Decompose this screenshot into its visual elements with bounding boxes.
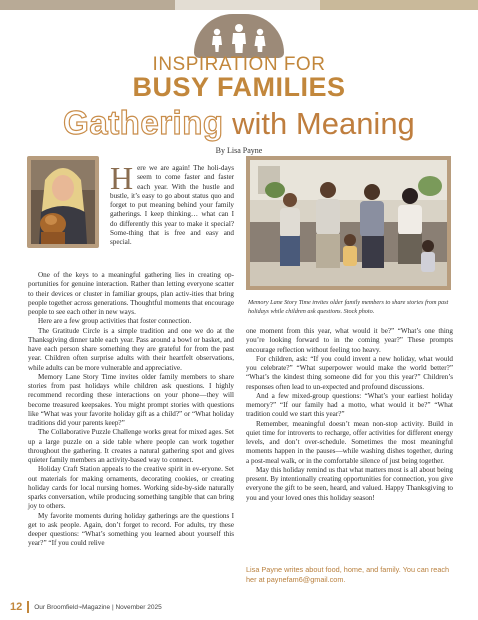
article-paragraph-1-text: ere we are again! The holi-days seem to come faster and faster each year. With the hustle and bustle, it’s easy to go about status quo and forget to put meaning behind your family gatherings. I keep thinking… what can I do differently this year to make it special? Some-thing that is free and easy and special. xyxy=(110,164,234,246)
article-paragraph-6: The Collaborative Puzzle Challenge works great for mixed ages. Set up a large puzzle on a side table where people can work together throughout the gathering. It creates a natural gathering spot and gives quieter family members an activity-based way to connect. xyxy=(28,428,234,464)
series-title-line1: INSPIRATION FOR xyxy=(152,54,326,75)
footer-publication: Our Broomfield xyxy=(34,603,78,611)
page-number: 12 xyxy=(10,601,23,613)
footer-divider-bar xyxy=(27,601,29,613)
author-note: Lisa Payne writes about food, home, and family. You can reach her at paynefam6@gmail.com. xyxy=(246,565,450,584)
author-photo-illustration xyxy=(31,160,95,244)
article-paragraph-11: And a few mixed-group questions: “What’s your earliest holiday memory?” “If our family had a motto, what would it be?” “What tradition could we start this year?” xyxy=(246,391,453,419)
footer-separator: | xyxy=(110,603,116,611)
article-headline xyxy=(0,105,478,148)
series-title-line2: BUSY FAMILIES xyxy=(132,72,346,102)
top-color-bar xyxy=(0,0,478,10)
page-footer xyxy=(10,600,162,614)
article-paragraph-9: one moment from this year, what would it be?” “What’s one thing you’re looking forward to in the coming year?” These prompts encourage reflection without feeling too heavy. xyxy=(246,327,453,354)
footer-trademark: ™ xyxy=(77,604,82,610)
footer-magazine: Magazine xyxy=(81,603,111,611)
article-paragraph-8: My favorite moments during holiday gatherings are the questions I get to ask people. Again, don’t forget to record. For adults, try these deeper questions: “What’s something you learned about yourself this year?” “If you could relive xyxy=(28,511,234,548)
article-paragraph-7: Holiday Craft Station appeals to the creative spirit in ev-eryone. Set out materials for making ornaments, decorating cookies, or creating holiday cards for local nursing homes. Working side-by-side naturally sparks conversation, while producing something tangible that can bring joy to others. xyxy=(28,465,234,511)
article-paragraph-3: Here are a few group activities that foster connection. xyxy=(38,317,192,326)
article-paragraph-10: For children, ask: “If you could invent a new holiday, what would you celebrate?” “What superpower would make the world better?” “What’s the kindest thing someone did for you this year?” Children’s responses often lead to un-expected and profound discussions. xyxy=(246,354,453,391)
article-paragraph-13: May this holiday remind us that what matters most is all about being present. By intentionally creating opportunities for connection, you give everyone the gift to be seen, heard, and valued. Happy Thanksgiving to you and your loved ones this holiday season! xyxy=(246,465,453,502)
top-bar-segment-right xyxy=(320,0,478,10)
family-photo-illustration xyxy=(250,160,447,286)
top-bar-segment-left xyxy=(0,0,175,10)
footer-issue: November 2025 xyxy=(115,603,162,611)
family-stock-photo xyxy=(246,156,451,290)
author-photo xyxy=(27,156,99,248)
article-paragraph-2: One of the keys to a meaningful gathering lies in creating op-portunities for genuine interaction. Rather than letting everyone scatter to their devices or cluster in familiar groups, plan activ-ities that bring people together across generations. Thoughtful moments that encourage people to see each other in new ways. xyxy=(28,271,234,316)
family-badge xyxy=(194,14,284,58)
photo-caption: Memory Lane Story Time invites older family members to share stories from past holidays while children ask questions. Stock photo. xyxy=(248,299,449,315)
article-column-right xyxy=(246,327,453,503)
article-column-left xyxy=(28,271,234,549)
article-column-left-top xyxy=(110,160,234,247)
article-paragraph-5: Memory Lane Story Time invites older family members to share stories from past holidays while children ask questions. I highly recommend recording these interactions on your phone—they will become treasured keepsakes. You might prompt stories with questions like “What was your favorite holiday gift as a child?” or “What holiday traditions did your parents keep?” xyxy=(28,372,234,427)
byline: By Lisa Payne xyxy=(215,146,263,155)
drop-cap: H xyxy=(110,160,134,196)
family-icon xyxy=(194,14,284,58)
headline-word-gathering: Gathering xyxy=(63,104,224,141)
article-paragraph-4: The Gratitude Circle is a simple tradition and one we do at the Thanksgiving dinner table each year. Pass around a bowl or basket, and have each person share something they are grateful for from the past year. Children often surprise adults with their heartfelt observations, while adults can be more vulnerable and appreciative. xyxy=(28,326,234,372)
headline-rest: with Meaning xyxy=(223,106,415,141)
article-paragraph-12: Remember, meaningful doesn’t mean non-stop activity. Build in quiet time for introverts to recharge, offer activities for different energy levels, and don’t over-schedule. Sometimes the most meaningful moments happen in the pauses—while washing dishes together, during a post-meal walk, or in the comfortable silence of just being together. xyxy=(246,419,453,465)
top-bar-segment-middle xyxy=(175,0,320,10)
article-paragraph-1 xyxy=(110,160,234,247)
